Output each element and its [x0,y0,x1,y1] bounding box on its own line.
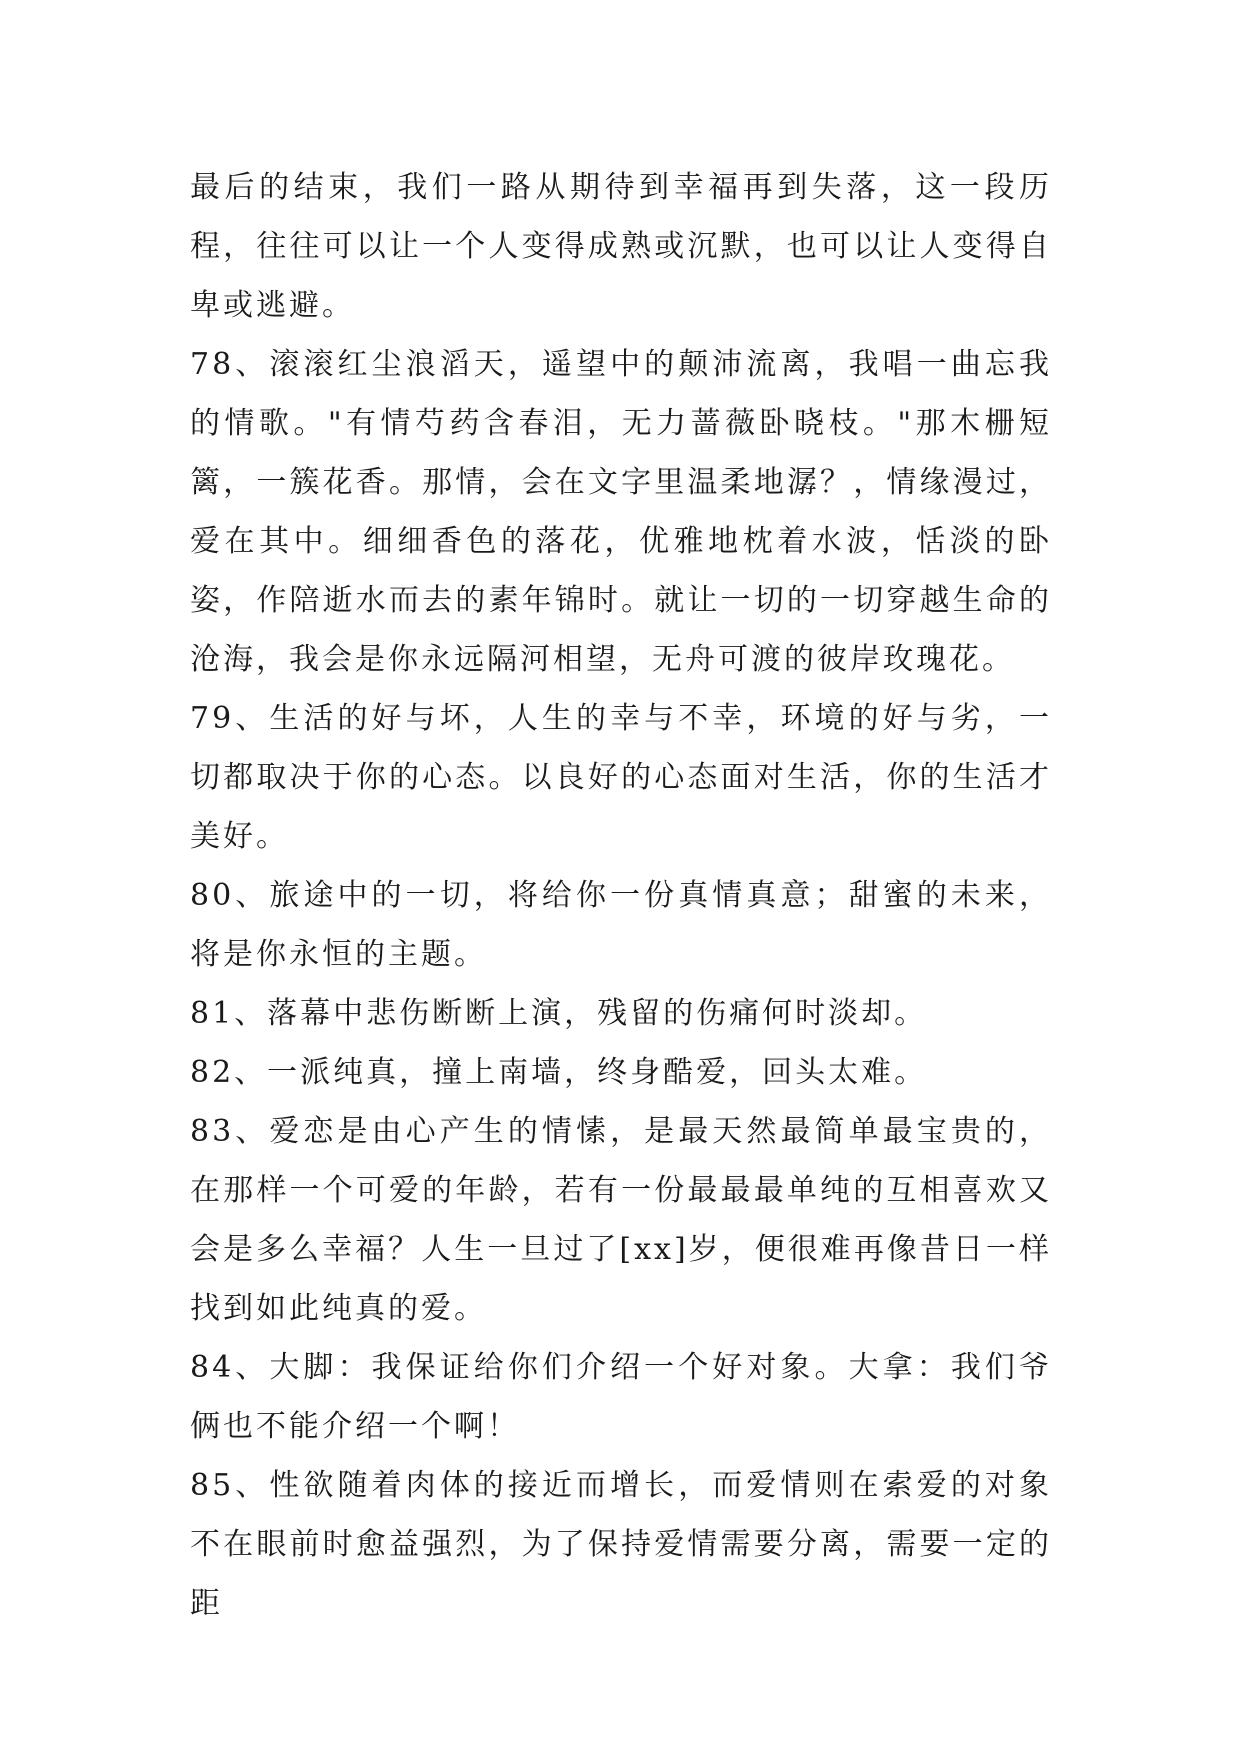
paragraph-81: 81、落幕中悲伤断断上演，残留的伤痛何时淡却。 [190,996,928,1031]
paragraph-80: 80、旅途中的一切，将给你一份真情真意；甜蜜的未来，将是你永恒的主题。 [190,878,1052,972]
paragraph-83: 83、爱恋是由心产生的情愫，是最天然最简单最宝贵的，在那样一个可爱的年龄，若有一份最最最单纯的互相喜欢又会是多么幸福？人生一旦过了[xx]岁，便很难再像昔日一样找到如此纯真的爱。 [190,1114,1052,1326]
paragraph-continuation: 最后的结束，我们一路从期待到幸福再到失落，这一段历程，往往可以让一个人变得成熟或沉默，也可以让人变得自卑或逃避。 [190,170,1052,323]
paragraph-78: 78、滚滚红尘浪滔天，遥望中的颠沛流离，我唱一曲忘我的情歌。"有情芍药含春泪，无力蔷薇卧晓枝。"那木栅短篱，一簇花香。那情，会在文字里温柔地潺？，情缘漫过，爱在其中。细细香色的落花，优雅地枕着水波，恬淡的卧姿，作陪逝水而去的素年锦时。就让一切的一切穿越生命的沧海，我会是你永远隔河相望，无舟可渡的彼岸玫瑰花。 [190,347,1052,677]
document-body [190,158,1052,1633]
paragraph-85: 85、性欲随着肉体的接近而增长，而爱情则在索爱的对象不在眼前时愈益强烈，为了保持爱情需要分离，需要一定的距 [190,1468,1052,1621]
paragraph-79: 79、生活的好与坏，人生的幸与不幸，环境的好与劣，一切都取决于你的心态。以良好的心态面对生活，你的生活才美好。 [190,701,1052,854]
paragraph-84: 84、大脚：我保证给你们介绍一个好对象。大拿：我们爷俩也不能介绍一个啊！ [190,1350,1052,1444]
paragraph-82: 82、一派纯真，撞上南墙，终身酷爱，回头太难。 [190,1055,928,1090]
